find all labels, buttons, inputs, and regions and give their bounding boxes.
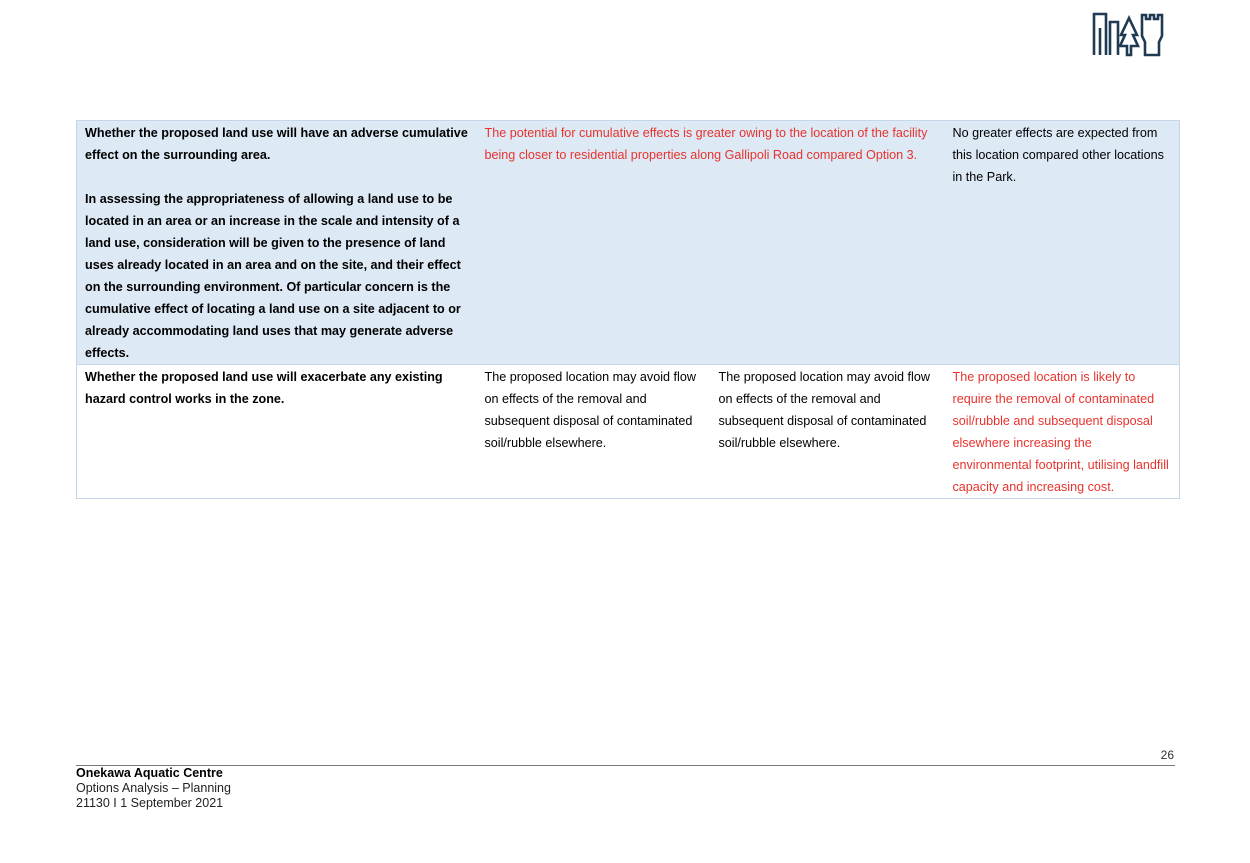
option-assessment-cell: The proposed location may avoid flow on effects of the removal and subsequent disposal of contaminated soil/rubble elsewhere. [477,365,711,499]
criterion-cell [77,365,477,499]
option-assessment-cell: The potential for cumulative effects is greater owing to the location of the facility being closer to residential properties along Gallipoli Road compared Option 3. [477,121,945,365]
option-assessment-cell: The proposed location is likely to require the removal of contaminated soil/rubble and subsequent disposal elsewhere increasing the environmental footprint, utilising landfill capacity and increasing cost. [945,365,1180,499]
assessment-table [76,120,1180,499]
project-title: Onekawa Aquatic Centre [76,766,223,780]
footer-divider [76,765,1175,766]
table-row [77,365,1180,499]
option-assessment-cell: No greater effects are expected from this location compared other locations in the Park. [945,121,1180,365]
table-row [77,121,1180,365]
criterion-heading: Whether the proposed land use will exacerbate any existing hazard control works in the zone. [85,370,443,406]
criterion-detail: In assessing the appropriateness of allowing a land use to be located in an area or an increase in the scale and intensity of a land use, consideration will be given to the presence of land uses already located in an area and on the site, and their effect on the surrounding environment. Of particular concern is the cumulative effect of locating a land use on a site adjacent to or already accommodating land uses that may generate adverse effects. [85,192,461,360]
footer [76,766,231,811]
document-title: Options Analysis – Planning [76,781,231,795]
criterion-cell [77,121,477,365]
criterion-heading: Whether the proposed land use will have an adverse cumulative effect on the surrounding area. [85,126,468,162]
option-assessment-cell: The proposed location may avoid flow on effects of the removal and subsequent disposal of contaminated soil/rubble elsewhere. [711,365,945,499]
document-reference: 21130 I 1 September 2021 [76,796,224,810]
page-number: 26 [1160,748,1174,762]
organisation-logo-icon [1090,10,1172,58]
